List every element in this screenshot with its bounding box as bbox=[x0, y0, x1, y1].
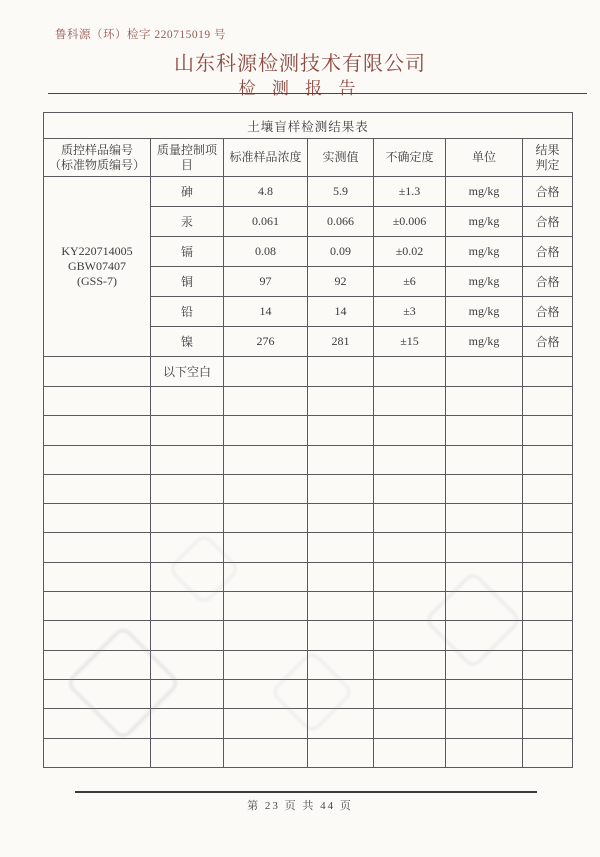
empty-cell bbox=[44, 387, 151, 416]
empty-cell bbox=[446, 650, 523, 679]
empty-cell bbox=[151, 592, 224, 621]
results-table bbox=[43, 112, 573, 768]
col-header-line: 标准样品浓度 bbox=[229, 150, 302, 164]
empty-cell bbox=[308, 357, 374, 387]
empty-table-row bbox=[44, 738, 573, 767]
col-header-line: 单位 bbox=[471, 150, 496, 164]
standard-value-cell: 14 bbox=[224, 297, 308, 327]
blank-note-row bbox=[44, 357, 573, 387]
uncertainty-cell: ±15 bbox=[374, 327, 446, 357]
empty-cell bbox=[523, 445, 573, 474]
empty-cell bbox=[44, 504, 151, 533]
empty-cell bbox=[523, 679, 573, 708]
col-header-sample-id bbox=[44, 139, 151, 177]
empty-table-row bbox=[44, 709, 573, 738]
empty-table-row bbox=[44, 416, 573, 445]
empty-cell bbox=[523, 357, 573, 387]
report-title: 检 测 报 告 bbox=[238, 79, 362, 98]
empty-cell bbox=[224, 562, 308, 591]
col-header-unit bbox=[446, 139, 523, 177]
empty-cell bbox=[224, 445, 308, 474]
sample-id-line: (GSS-7) bbox=[76, 274, 117, 288]
standard-value-cell: 276 bbox=[224, 327, 308, 357]
empty-cell bbox=[374, 679, 446, 708]
empty-cell bbox=[44, 416, 151, 445]
analyte-cell: 铅 bbox=[151, 297, 224, 327]
empty-cell bbox=[44, 474, 151, 503]
empty-cell bbox=[224, 709, 308, 738]
empty-cell bbox=[224, 387, 308, 416]
header-divider bbox=[48, 93, 587, 94]
col-header-line: 判定 bbox=[535, 157, 560, 172]
empty-cell bbox=[44, 562, 151, 591]
col-header-line: 结果 bbox=[535, 142, 560, 157]
blank-note-cell: 以下空白 bbox=[151, 357, 224, 387]
empty-cell bbox=[308, 709, 374, 738]
col-header-line: （标准物质编号） bbox=[48, 157, 145, 172]
standard-value-cell: 4.8 bbox=[224, 177, 308, 207]
empty-table-row bbox=[44, 621, 573, 650]
empty-cell bbox=[224, 650, 308, 679]
empty-cell bbox=[374, 533, 446, 562]
empty-cell bbox=[523, 709, 573, 738]
measured-value-cell: 5.9 bbox=[308, 177, 374, 207]
unit-cell: mg/kg bbox=[446, 207, 523, 237]
empty-table-row bbox=[44, 562, 573, 591]
result-cell: 合格 bbox=[523, 327, 573, 357]
standard-value-cell: 0.08 bbox=[224, 237, 308, 267]
empty-table-row bbox=[44, 445, 573, 474]
analyte-cell: 汞 bbox=[151, 207, 224, 237]
uncertainty-cell: ±0.006 bbox=[374, 207, 446, 237]
empty-cell bbox=[374, 592, 446, 621]
empty-cell bbox=[44, 650, 151, 679]
empty-cell bbox=[308, 562, 374, 591]
unit-cell: mg/kg bbox=[446, 237, 523, 267]
col-header-line: 质量控制项 bbox=[156, 142, 217, 157]
empty-cell bbox=[523, 562, 573, 591]
empty-cell bbox=[44, 445, 151, 474]
empty-cell bbox=[151, 416, 224, 445]
uncertainty-cell: ±0.02 bbox=[374, 237, 446, 267]
empty-cell bbox=[308, 738, 374, 767]
empty-cell bbox=[151, 562, 224, 591]
uncertainty-cell: ±6 bbox=[374, 267, 446, 297]
empty-cell bbox=[523, 650, 573, 679]
result-cell: 合格 bbox=[523, 207, 573, 237]
table-title-row bbox=[44, 113, 573, 139]
empty-cell bbox=[224, 621, 308, 650]
analyte-cell: 砷 bbox=[151, 177, 224, 207]
sample-id-cell bbox=[44, 177, 151, 357]
col-header-standard-conc bbox=[224, 139, 308, 177]
empty-cell bbox=[224, 592, 308, 621]
measured-value-cell: 0.066 bbox=[308, 207, 374, 237]
analyte-cell: 镉 bbox=[151, 237, 224, 267]
empty-cell bbox=[151, 650, 224, 679]
empty-cell bbox=[446, 504, 523, 533]
empty-cell bbox=[523, 474, 573, 503]
unit-cell: mg/kg bbox=[446, 267, 523, 297]
standard-value-cell: 0.061 bbox=[224, 207, 308, 237]
col-header-uncertainty bbox=[374, 139, 446, 177]
empty-cell bbox=[446, 387, 523, 416]
empty-table-row bbox=[44, 679, 573, 708]
empty-cell bbox=[523, 387, 573, 416]
empty-cell bbox=[523, 738, 573, 767]
empty-cell bbox=[446, 592, 523, 621]
empty-cell bbox=[523, 416, 573, 445]
measured-value-cell: 0.09 bbox=[308, 237, 374, 267]
col-header-line: 质控样品编号 bbox=[60, 142, 133, 157]
empty-cell bbox=[374, 562, 446, 591]
empty-cell bbox=[446, 357, 523, 387]
col-header-line: 目 bbox=[180, 157, 193, 172]
empty-cell bbox=[523, 592, 573, 621]
sample-id-line: GBW07407 bbox=[68, 259, 126, 273]
empty-cell bbox=[151, 679, 224, 708]
empty-cell bbox=[151, 738, 224, 767]
empty-cell bbox=[446, 533, 523, 562]
empty-cell bbox=[446, 474, 523, 503]
empty-table-row bbox=[44, 650, 573, 679]
empty-cell bbox=[151, 445, 224, 474]
analyte-cell: 铜 bbox=[151, 267, 224, 297]
empty-cell bbox=[224, 533, 308, 562]
empty-cell bbox=[374, 709, 446, 738]
empty-cell bbox=[374, 621, 446, 650]
empty-cell bbox=[224, 738, 308, 767]
empty-cell bbox=[446, 621, 523, 650]
col-header-line: 不确定度 bbox=[385, 150, 434, 164]
empty-cell bbox=[224, 416, 308, 445]
empty-cell bbox=[151, 387, 224, 416]
table-title: 土壤盲样检测结果表 bbox=[44, 113, 573, 139]
standard-value-cell: 97 bbox=[224, 267, 308, 297]
empty-cell bbox=[308, 504, 374, 533]
empty-cell bbox=[308, 650, 374, 679]
empty-cell bbox=[44, 621, 151, 650]
table-row bbox=[44, 177, 573, 207]
empty-cell bbox=[308, 387, 374, 416]
measured-value-cell: 281 bbox=[308, 327, 374, 357]
empty-cell bbox=[224, 357, 308, 387]
result-cell: 合格 bbox=[523, 177, 573, 207]
empty-cell bbox=[446, 445, 523, 474]
footer-divider bbox=[75, 791, 537, 793]
company-name: 山东科源检测技术有限公司 bbox=[174, 53, 426, 75]
empty-cell bbox=[151, 621, 224, 650]
col-header-result bbox=[523, 139, 573, 177]
empty-cell bbox=[374, 504, 446, 533]
empty-cell bbox=[374, 387, 446, 416]
empty-cell bbox=[374, 650, 446, 679]
empty-cell bbox=[308, 416, 374, 445]
empty-cell bbox=[44, 357, 151, 387]
empty-table-row bbox=[44, 474, 573, 503]
col-header-control-item bbox=[151, 139, 224, 177]
unit-cell: mg/kg bbox=[446, 297, 523, 327]
doc-number: 鲁科源（环）检字 220715019 号 bbox=[55, 29, 226, 41]
empty-cell bbox=[523, 533, 573, 562]
table-header-row bbox=[44, 139, 573, 177]
empty-cell bbox=[151, 504, 224, 533]
col-header-measured bbox=[308, 139, 374, 177]
empty-cell bbox=[151, 533, 224, 562]
empty-cell bbox=[446, 738, 523, 767]
page-number: 第 23 页 共 44 页 bbox=[247, 800, 353, 812]
result-cell: 合格 bbox=[523, 297, 573, 327]
empty-cell bbox=[523, 504, 573, 533]
empty-cell bbox=[308, 445, 374, 474]
empty-cell bbox=[308, 679, 374, 708]
empty-table-row bbox=[44, 387, 573, 416]
result-cell: 合格 bbox=[523, 267, 573, 297]
empty-cell bbox=[44, 738, 151, 767]
measured-value-cell: 92 bbox=[308, 267, 374, 297]
empty-cell bbox=[224, 474, 308, 503]
empty-cell bbox=[44, 679, 151, 708]
empty-cell bbox=[44, 709, 151, 738]
analyte-cell: 镍 bbox=[151, 327, 224, 357]
empty-cell bbox=[308, 533, 374, 562]
empty-cell bbox=[374, 738, 446, 767]
empty-table-row bbox=[44, 592, 573, 621]
measured-value-cell: 14 bbox=[308, 297, 374, 327]
sample-id-line: KY220714005 bbox=[61, 244, 133, 258]
empty-cell bbox=[308, 592, 374, 621]
empty-cell bbox=[224, 679, 308, 708]
empty-cell bbox=[44, 592, 151, 621]
empty-cell bbox=[374, 445, 446, 474]
empty-cell bbox=[446, 679, 523, 708]
empty-cell bbox=[44, 533, 151, 562]
empty-cell bbox=[446, 416, 523, 445]
empty-cell bbox=[308, 474, 374, 503]
empty-cell bbox=[446, 709, 523, 738]
empty-cell bbox=[374, 416, 446, 445]
unit-cell: mg/kg bbox=[446, 177, 523, 207]
empty-cell bbox=[308, 621, 374, 650]
empty-cell bbox=[224, 504, 308, 533]
empty-cell bbox=[446, 562, 523, 591]
empty-table-row bbox=[44, 533, 573, 562]
empty-cell bbox=[151, 709, 224, 738]
result-cell: 合格 bbox=[523, 237, 573, 267]
empty-table-row bbox=[44, 504, 573, 533]
empty-cell bbox=[523, 621, 573, 650]
uncertainty-cell: ±3 bbox=[374, 297, 446, 327]
empty-cell bbox=[374, 474, 446, 503]
uncertainty-cell: ±1.3 bbox=[374, 177, 446, 207]
col-header-line: 实测值 bbox=[322, 150, 359, 164]
empty-cell bbox=[151, 474, 224, 503]
unit-cell: mg/kg bbox=[446, 327, 523, 357]
empty-cell bbox=[374, 357, 446, 387]
